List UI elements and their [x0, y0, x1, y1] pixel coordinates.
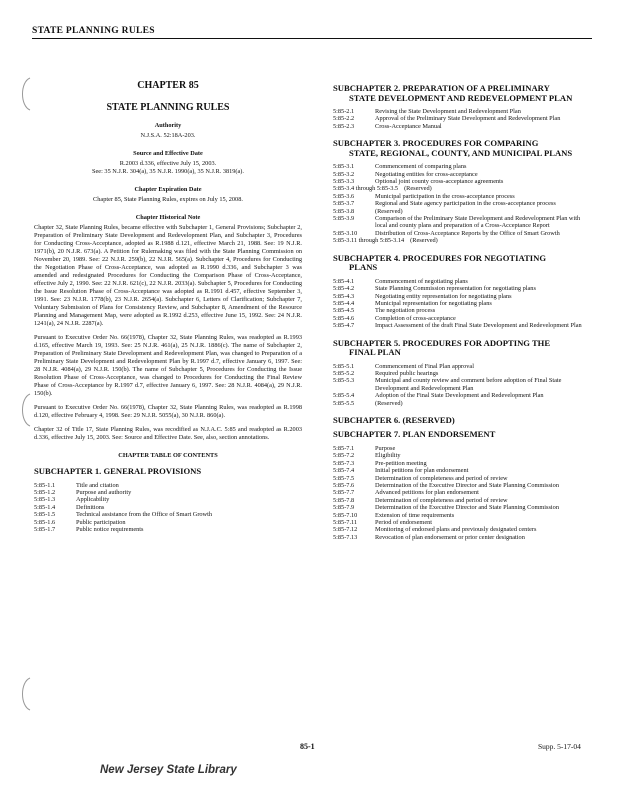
section-number: 5:85-7.13: [333, 533, 358, 541]
toc-item: [333, 322, 593, 329]
toc-item: [333, 215, 593, 230]
toc-item: [34, 519, 302, 526]
toc-item: [34, 489, 302, 496]
section-title: Determination of the Executive Director and State Planning Commission: [375, 504, 559, 512]
toc-item: [333, 123, 593, 130]
section-number: 5:85-5.3: [333, 377, 355, 385]
section-title: Period of endorsement: [375, 519, 433, 527]
section-title: Commencement of Final Plan approval: [375, 362, 474, 370]
section-title: Revocation of plan endorsement or prior center designation: [375, 533, 525, 541]
toc-item: [333, 475, 593, 482]
subchapter-3-list: [333, 163, 593, 244]
expiration-heading: Chapter Expiration Date: [134, 186, 202, 193]
section-title: Negotiating entities for cross-acceptance: [375, 170, 478, 178]
subchapter-2-title: [333, 84, 593, 103]
toc-item: [333, 504, 593, 511]
binder-hole-mark-middle: [18, 392, 32, 428]
toc-item: [333, 307, 593, 314]
section-title: Approval of the Preliminary State Development and Redevelopment Plan: [375, 115, 561, 123]
expiration-text: Chapter 85, State Planning Rules, expires on July 15, 2008.: [93, 196, 243, 203]
section-title: Definitions: [76, 503, 105, 511]
subchapter-5-title-line-1: SUBCHAPTER 5. PROCEDURES FOR ADOPTING THE: [333, 337, 551, 348]
binder-hole-mark-bottom: [18, 676, 32, 712]
section-number: 5:85-7.11: [333, 519, 358, 527]
running-header-title: STATE PLANNING RULES: [32, 26, 155, 36]
source-block: [34, 150, 302, 176]
section-number: 5:85-4.6: [333, 314, 355, 322]
section-number: 5:85-7.4: [333, 467, 355, 475]
section-number: 5:85-3.7: [333, 200, 355, 208]
source-line: R.2003 d.336, effective July 15, 2003.: [119, 160, 217, 167]
section-number: 5:85-1.5: [34, 511, 56, 519]
section-title: Advanced petitions for plan endorsement: [375, 489, 479, 497]
toc-item: [333, 315, 593, 322]
page-header: [32, 26, 592, 39]
section-number: 5:85-2.2: [333, 115, 355, 123]
toc-item: [333, 200, 593, 207]
toc-item: [333, 208, 593, 215]
section-number: 5:85-4.3: [333, 292, 355, 300]
subchapter-2-title-line-1: SUBCHAPTER 2. PREPARATION OF A PRELIMINARY: [333, 83, 550, 93]
section-number: 5:85-5.1: [333, 362, 355, 370]
toc-item: [333, 452, 593, 459]
section-number: 5:85-1.6: [34, 518, 56, 526]
section-number: 5:85-7.3: [333, 459, 355, 467]
section-number: 5:85-2.3: [333, 122, 355, 130]
section-number: 5:85-3.4 through 5:85-3.5: [333, 185, 399, 193]
section-title: The negotiation process: [375, 307, 436, 315]
toc-item: [333, 300, 593, 307]
historical-note-paragraph: Chapter 32 of Title 17, State Planning Rules, was recodified as N.J.A.C. 5:85 and readopted as R.2003 d.336, effective July 15, 2003. See: Source and Effective Date. See, also, section annotations.: [34, 426, 302, 441]
section-title: Initial petitions for plan endorsement: [375, 467, 469, 475]
section-number: 5:85-7.7: [333, 489, 355, 497]
section-title: Municipal and county review and comment before adoption of Final State Development and Redevelopment Plan: [375, 377, 562, 392]
section-number: 5:85-7.8: [333, 496, 355, 504]
section-title: Determination of the Executive Director and State Planning Commission: [375, 482, 559, 489]
section-number: 5:85-7.1: [333, 444, 355, 452]
section-number: 5:85-5.4: [333, 392, 355, 400]
toc-item: [333, 370, 593, 377]
section-title: Monitoring of endorsed plans and previously designated centers: [375, 526, 537, 534]
section-number: 5:85-3.3: [333, 178, 355, 186]
subchapter-4-title-line-2: PLANS: [349, 262, 378, 273]
section-number: 5:85-7.12: [333, 526, 358, 534]
toc-item: [333, 392, 593, 399]
section-title: Revising the State Development and Redevelopment Plan: [375, 108, 521, 115]
section-title: Applicability: [76, 496, 110, 504]
supplement-date: Supp. 5-17-04: [538, 742, 581, 751]
toc-item: [333, 489, 593, 496]
subchapter-3-title: [333, 139, 593, 158]
authority-heading: Authority: [154, 122, 182, 129]
toc-item: [333, 497, 593, 504]
section-title: Comparison of the Preliminary State Development and Redevelopment Plan with local and county plans and preparation of a Cross-Acceptance Report: [375, 215, 581, 230]
section-number: 5:85-7.10: [333, 511, 358, 519]
historical-note-paragraph: Pursuant to Executive Order No. 66(1978), Chapter 32, State Planning Rules, was readopted as R.1993 d.165, effective March 19, 1993. See: 25 N.J.R. 461(a), 25 N.J.R. 1886(c). The name of Subchapter 2, Preparation of Preliminary State Development and Redevelopment Plan, was changed to Preparation of a Preliminary State Development and Redevelopment Plan by R.1997 d.7, effective January 6, 1997. See: 28 N.J.R. 4084(a), 29 N.J.R. 150(b). The name of Subchapter 5, Procedures for Conducting the Issue Resolution Phase of Cross-Acceptance, was changed to Procedures for Conducting the Final Review Phase of Cross-Acceptance by R.1997 d.7, effective January 6, 1997. See: 28 N.J.R. 4084(a), 29 N.J.R. 150(b).: [34, 334, 302, 397]
source-line: See: 35 N.J.R. 304(a), 35 N.J.R. 1990(a), 35 N.J.R. 3819(a).: [92, 168, 244, 175]
binder-hole-mark-top: [18, 76, 32, 112]
left-column: [34, 80, 302, 542]
section-title: Pre-petition meeting: [375, 459, 427, 467]
section-number: 5:85-2.1: [333, 108, 355, 115]
subchapter-4-title: [333, 254, 593, 273]
toc-item: [333, 285, 593, 292]
section-title: Commencement of negotiating plans: [375, 277, 468, 285]
historical-note-paragraph: Chapter 32, State Planning Rules, became effective with Subchapter 1, General Provisions; Subchapter 2, Preparation of Preliminary State Development and Redevelopment Plan, and Subchapter 3, Procedures for Conducting Cross-Acceptance, adopted as R.1988 d.121, effective March 21, 1988. See: 19 N.J.R. 1971(b), 20 N.J.R. 673(a). A Petition for Rulemaking was filed with the State Planning Commission on November 20, 1989. See: 22 N.J.R. 259(b), 22 N.J.R. 565(a). Subchapter 4, Procedures for Conducting the Negotiation Phase of Cross-Acceptance, was adopted as R.1990 d.336, and Subchapter 3 was amended and redesignated Procedures for Conducting the Comparison Phase of Cross-Acceptance, effective July 2, 1990. See: 22 N.J.R. 621(c), 22 N.J.R. 2033(a). Subchapter 5, Procedures for Conducting the Issue Resolution Phase of Cross-Acceptance was adopted as R.1991 d.457, effective September 3, 1991. See: 23 N.J.R. 1778(b), 23 N.J.R. 2654(a). Subchapter 6, Letters of Clarification; Subchapter 7, Voluntary Submission of Plans for Consistency Review, and Subchapter 8, Amendment of the Resource Planning and Management Map, were adopted as R.1992 d.253, effective June 15, 1992. See: 24 N.J.R. 1241(a), 24 N.J.R. 2287(a).: [34, 224, 302, 327]
section-number: 5:85-4.7: [333, 322, 355, 330]
expiration-block: [34, 186, 302, 204]
subchapter-4-list: [333, 278, 593, 330]
toc-item: [333, 519, 593, 526]
section-number: 5:85-5.5: [333, 399, 355, 407]
section-number: 5:85-3.10: [333, 229, 358, 237]
chapter-name: STATE PLANNING RULES: [106, 102, 230, 113]
section-number: 5:85-1.2: [34, 488, 56, 496]
historical-note-block: [34, 214, 302, 442]
subchapter-7-list: [333, 445, 593, 541]
toc-item: [333, 108, 593, 115]
table-of-contents-heading: CHAPTER TABLE OF CONTENTS: [118, 452, 218, 459]
toc-item: [34, 526, 302, 533]
section-title: Public participation: [76, 518, 126, 526]
authority-text: N.J.S.A. 52:18A-203.: [140, 132, 196, 139]
section-title: Eligibility: [375, 452, 401, 460]
toc-item: [333, 460, 593, 467]
toc-item: [333, 115, 593, 122]
section-title: Cross-Acceptance Manual: [375, 122, 442, 130]
subchapter-1-title: SUBCHAPTER 1. GENERAL PROVISIONS: [34, 466, 202, 476]
toc-item: [333, 377, 593, 392]
section-number: 5:85-7.6: [333, 482, 355, 489]
section-title: Technical assistance from the Office of Smart Growth: [76, 511, 213, 519]
toc-item: [333, 526, 593, 533]
toc-item: [333, 171, 593, 178]
subchapter-5-title: [333, 339, 593, 358]
toc-item: [34, 496, 302, 503]
toc-item: [34, 482, 302, 489]
subchapter-7-title: SUBCHAPTER 7. PLAN ENDORSEMENT: [333, 429, 496, 440]
section-number: 5:85-3.11 through 5:85-3.14: [333, 237, 405, 245]
section-title: Completion of cross-acceptance: [375, 314, 456, 322]
section-title: Distribution of Cross-Acceptance Reports by the Office of Smart Growth: [375, 229, 560, 237]
source-heading: Source and Effective Date: [133, 150, 203, 157]
toc-item: [333, 467, 593, 474]
section-number: 5:85-7.5: [333, 474, 355, 482]
subchapter-5-title-line-2: FINAL PLAN: [349, 347, 401, 358]
subchapter-6-title: SUBCHAPTER 6. (RESERVED): [333, 414, 455, 425]
section-title: Regional and State agency participation in the cross-acceptance process: [375, 200, 556, 208]
subchapter-2-list: [333, 108, 593, 130]
section-number: 5:85-4.2: [333, 285, 355, 293]
section-title: Impact Assessment of the draft Final State Development and Redevelopment Plan: [375, 322, 582, 330]
subchapter-3-title-line-1: SUBCHAPTER 3. PROCEDURES FOR COMPARING: [333, 138, 539, 149]
section-number: 5:85-1.1: [34, 481, 56, 489]
section-number: 5:85-4.5: [333, 307, 355, 315]
section-number: 5:85-4.4: [333, 299, 355, 307]
toc-item: [333, 163, 593, 170]
section-title: State Planning Commission representation for negotiating plans: [375, 285, 536, 293]
section-number: 5:85-1.4: [34, 503, 56, 511]
section-number: 5:85-5.2: [333, 369, 355, 377]
toc-item: [333, 178, 593, 185]
subchapter-1-list: [34, 482, 302, 534]
toc-item: [333, 512, 593, 519]
section-title: Purpose and authority: [76, 488, 132, 496]
page-number: 85-1: [300, 742, 315, 751]
section-number: 5:85-4.1: [333, 277, 355, 285]
toc-item: [333, 193, 593, 200]
historical-note-heading: Chapter Historical Note: [135, 214, 201, 221]
section-title: Negotiating entity representation for negotiating plans: [375, 292, 512, 300]
library-watermark: New Jersey State Library: [100, 764, 237, 776]
toc-item: [333, 363, 593, 370]
toc-item: [333, 445, 593, 452]
section-number: 5:85-1.3: [34, 496, 56, 504]
toc-item: [34, 504, 302, 511]
subchapter-2-title-line-2: STATE DEVELOPMENT AND REDEVELOPMENT PLAN: [349, 92, 573, 103]
section-title: Public notice requirements: [76, 525, 144, 533]
subchapter-5-list: [333, 363, 593, 407]
section-title: (Reserved): [375, 207, 403, 215]
authority-block: [34, 122, 302, 140]
toc-item: [333, 534, 593, 541]
toc-item: [333, 237, 593, 244]
section-title: Adoption of the Final State Development and Redevelopment Plan: [375, 392, 544, 400]
section-title: Municipal participation in the cross-acceptance process: [375, 192, 515, 200]
toc-item: [333, 400, 593, 407]
subchapter-4-title-line-1: SUBCHAPTER 4. PROCEDURES FOR NEGOTIATING: [333, 252, 547, 263]
toc-item: [333, 185, 593, 192]
section-title: Determination of completeness and period of review: [375, 474, 508, 482]
toc-item: [333, 482, 593, 489]
toc-item: [34, 511, 302, 518]
toc-item: [333, 230, 593, 237]
section-number: 5:85-7.9: [333, 504, 355, 512]
section-title: Extension of time requirements: [375, 511, 455, 519]
section-number: 5:85-1.7: [34, 525, 56, 533]
subchapter-3-title-line-2: STATE, REGIONAL, COUNTY, AND MUNICIPAL PLANS: [349, 147, 573, 158]
section-title: Optional joint county cross-acceptance agreements: [375, 178, 504, 186]
section-number: 5:85-3.9: [333, 215, 355, 223]
toc-item: [333, 278, 593, 285]
section-title: Required public hearings: [375, 369, 439, 377]
section-title: Purpose: [375, 444, 396, 452]
section-title: Title and citation: [76, 481, 119, 489]
section-number: 5:85-3.1: [333, 163, 355, 171]
toc-item: [333, 293, 593, 300]
section-number: 5:85-3.8: [333, 207, 355, 215]
section-number: 5:85-3.6: [333, 192, 355, 200]
section-number: 5:85-7.2: [333, 452, 355, 460]
section-title: (Reserved): [375, 399, 403, 407]
section-title: (Reserved): [410, 237, 438, 245]
section-title: Determination of completeness and period of review: [375, 496, 508, 504]
chapter-number: CHAPTER 85: [137, 80, 199, 91]
section-title: Commencement of comparing plans: [375, 163, 467, 171]
historical-note-paragraph: Pursuant to Executive Order No. 66(1978), Chapter 32, State Planning Rules, was readopted as R.1998 d.120, effective February 4, 1998. See: 29 N.J.R. 5055(a), 30 N.J.R. 860(a).: [34, 404, 302, 419]
section-title: Municipal representation for negotiating plans: [375, 299, 492, 307]
section-number: 5:85-3.2: [333, 170, 355, 178]
section-title: (Reserved): [404, 185, 432, 193]
right-column: [333, 80, 593, 550]
